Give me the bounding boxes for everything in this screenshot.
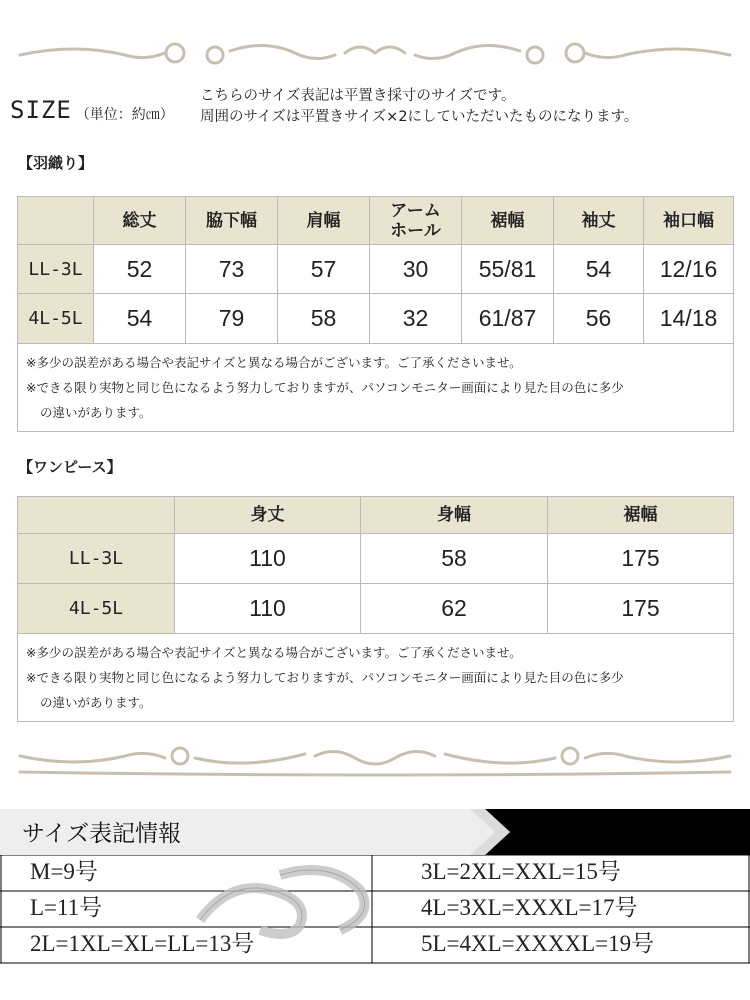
measuring-tape-image [190, 860, 380, 940]
onepiece-table [17, 496, 734, 722]
table-cell: 58 [278, 294, 370, 344]
haori-col-header: 肩幅 [278, 197, 370, 245]
table-cell: 175 [548, 534, 734, 584]
size-header [10, 96, 174, 124]
table-row [18, 294, 734, 344]
note-line: ※多少の誤差がある場合や表記サイズと異なる場合がございます。ご了承くださいませ。 [26, 645, 522, 660]
size-info-banner [0, 809, 750, 855]
note-line: ※できる限り実物と同じ色になるよう努力しておりますが、パソコンモニター画面により見た目の色に多少 [26, 670, 624, 685]
row-size-label: 4L-5L [18, 294, 94, 344]
size-info-item: M=9号 [30, 859, 98, 884]
haori-col-header: 総丈 [94, 197, 186, 245]
ornament-bottom [15, 742, 735, 782]
size-info-item: 5L=4XL=XXXXL=19号 [421, 931, 655, 956]
haori-table [17, 196, 734, 432]
table-cell: 56 [554, 294, 644, 344]
onepiece-notes-row [18, 634, 734, 722]
row-size-label: LL-3L [18, 245, 94, 294]
onepiece-notes [18, 634, 734, 722]
haori-col-header: 脇下幅 [186, 197, 278, 245]
size-info-item: L=11号 [30, 895, 103, 920]
onepiece-corner [18, 497, 175, 534]
row-size-label: LL-3L [18, 534, 175, 584]
table-cell: 110 [175, 584, 361, 634]
note-line: ※多少の誤差がある場合や表記サイズと異なる場合がございます。ご了承くださいませ。 [26, 355, 522, 370]
size-info-item: 3L=2XL=XXL=15号 [421, 859, 621, 884]
size-unit: （単位：約㎝） [75, 107, 174, 123]
haori-col-header: 袖丈 [554, 197, 644, 245]
haori-col-header: 袖口幅 [644, 197, 734, 245]
size-info-title: サイズ表記情報 [22, 821, 182, 846]
table-cell: 62 [361, 584, 548, 634]
haori-header-row [18, 197, 734, 245]
table-row [18, 584, 734, 634]
note-line: の違いがあります。 [40, 695, 152, 710]
table-row [18, 534, 734, 584]
table-cell: 52 [94, 245, 186, 294]
size-desc-line1: こちらのサイズ表記は平置き採寸のサイズです。 [200, 88, 516, 104]
table-cell: 30 [370, 245, 462, 294]
table-row [18, 245, 734, 294]
size-label: SIZE [10, 96, 72, 124]
haori-notes [18, 344, 734, 432]
haori-col-header: 裾幅 [462, 197, 554, 245]
onepiece-col-header: 身幅 [361, 497, 548, 534]
haori-notes-row [18, 344, 734, 432]
ornament-top [15, 35, 735, 75]
size-desc-line2: 周囲のサイズは平置きサイズ×2にしていただいたものになります。 [200, 109, 639, 125]
table-cell: 73 [186, 245, 278, 294]
size-description [200, 86, 638, 128]
table-cell: 175 [548, 584, 734, 634]
table-cell: 55/81 [462, 245, 554, 294]
table-cell: 79 [186, 294, 278, 344]
table-cell: 32 [370, 294, 462, 344]
table-cell: 57 [278, 245, 370, 294]
haori-col-header: アーム ホール [370, 197, 462, 245]
size-info-item: 2L=1XL=XL=LL=13号 [30, 931, 255, 956]
table-cell: 61/87 [462, 294, 554, 344]
onepiece-col-header: 裾幅 [548, 497, 734, 534]
table-cell: 110 [175, 534, 361, 584]
table-cell: 54 [94, 294, 186, 344]
haori-corner [18, 197, 94, 245]
table-cell: 12/16 [644, 245, 734, 294]
note-line: の違いがあります。 [40, 405, 152, 420]
table-cell: 14/18 [644, 294, 734, 344]
onepiece-col-header: 身丈 [175, 497, 361, 534]
table-cell: 58 [361, 534, 548, 584]
onepiece-header-row [18, 497, 734, 534]
size-info-item: 4L=3XL=XXXL=17号 [421, 895, 638, 920]
table-cell: 54 [554, 245, 644, 294]
onepiece-title: 【ワンピース】 [18, 458, 122, 476]
haori-title: 【羽織り】 [18, 154, 94, 172]
row-size-label: 4L-5L [18, 584, 175, 634]
note-line: ※できる限り実物と同じ色になるよう努力しておりますが、パソコンモニター画面により見た目の色に多少 [26, 380, 624, 395]
